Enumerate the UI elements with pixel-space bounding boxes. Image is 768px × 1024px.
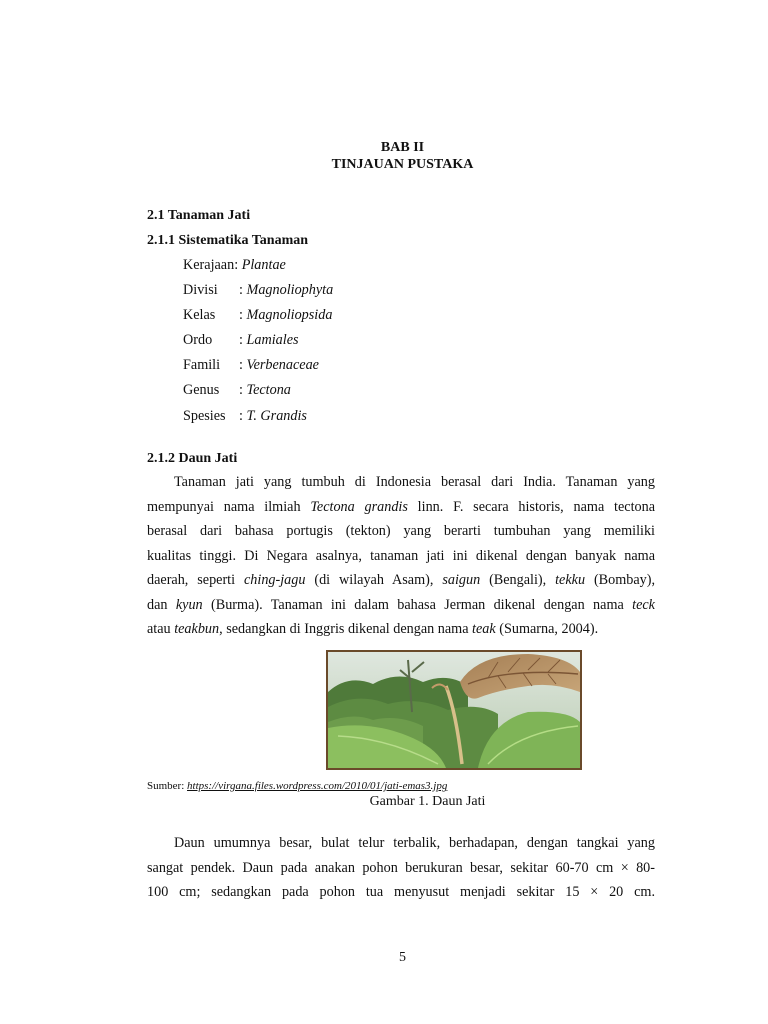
text-run: (Sumarna, 2004). — [495, 621, 599, 637]
taxonomy-label: Kerajaan — [183, 257, 235, 273]
figure-caption: Gambar 1. Daun Jati — [369, 794, 486, 809]
taxonomy-value: Lamiales — [246, 332, 299, 348]
paragraph-line — [147, 593, 655, 618]
text-run: kualitas tinggi. Di Negara asalnya, tanaman jati ini dikenal dengan banyak nama — [147, 547, 655, 564]
taxonomy-separator: : — [239, 282, 247, 298]
text-run: (Bengali), — [480, 572, 556, 588]
taxonomy-row-ordo — [183, 331, 299, 349]
taxonomy-row-kerajaan — [183, 256, 286, 274]
text-run-italic: teak — [472, 621, 496, 637]
paragraph-2 — [147, 831, 655, 905]
taxonomy-value: Plantae — [241, 257, 286, 273]
text-run: daerah, seperti — [147, 572, 244, 588]
paragraph-line — [147, 617, 655, 642]
paragraph-line — [147, 544, 655, 569]
taxonomy-label: Kelas — [183, 307, 216, 323]
taxonomy-separator: : — [239, 408, 247, 424]
text-run: dan — [147, 596, 176, 613]
paragraph-1 — [147, 470, 655, 642]
taxonomy-value: Verbenaceae — [246, 357, 319, 373]
taxonomy-label: Divisi — [183, 282, 218, 298]
text-run-italic: teck — [632, 596, 655, 613]
paragraph-line — [147, 519, 655, 544]
taxonomy-label: Genus — [183, 382, 220, 398]
text-run: linn. F. secara historis, nama tectona — [407, 498, 655, 515]
text-run: sangat pendek. Daun pada anakan pohon berukuran besar, sekitar 60-70 cm × 80- — [147, 859, 655, 876]
page-number: 5 — [399, 950, 406, 965]
text-run: (Burma). Tanaman ini dalam bahasa Jerman dikenal dengan nama — [202, 596, 633, 613]
section-heading-2-1: 2.1 Tanaman Jati — [147, 208, 251, 223]
teak-leaf-illustration — [328, 652, 580, 768]
text-run-italic: Tectona grandis — [310, 498, 408, 515]
taxonomy-value: Magnoliophyta — [246, 282, 334, 298]
paragraph-line — [147, 856, 655, 881]
paragraph-line — [147, 470, 655, 495]
text-run-italic: teakbun — [174, 621, 220, 637]
paragraph-line — [147, 880, 655, 905]
taxonomy-label: Famili — [183, 357, 221, 373]
section-heading-2-1-2: 2.1.2 Daun Jati — [147, 451, 238, 466]
text-run: (Bombay), — [585, 572, 656, 588]
text-run: Daun umumnya besar, bulat telur terbalik, berhadapan, dengan tangkai yang — [174, 835, 655, 851]
taxonomy-row-kelas — [183, 306, 332, 324]
paragraph-line — [147, 568, 655, 593]
taxonomy-value: Tectona — [246, 382, 291, 398]
text-run: mempunyai nama ilmiah — [147, 498, 311, 515]
taxonomy-row-famili — [183, 356, 319, 374]
source-link[interactable]: https://virgana.files.wordpress.com/2010/01/jati-emas3.jpg — [187, 780, 448, 792]
taxonomy-row-divisi — [183, 281, 333, 299]
taxonomy-separator: : — [239, 307, 247, 323]
text-run: , sedangkan di Inggris dikenal dengan nama — [219, 621, 473, 637]
chapter-number: BAB II — [380, 140, 425, 155]
text-run: 100 cm; sedangkan pada pohon tua menyusut menjadi sekitar 15 × 20 cm. — [147, 884, 655, 900]
paragraph-line — [147, 831, 655, 856]
text-run-italic: tekku — [555, 572, 586, 588]
taxonomy-value: T. Grandis — [246, 408, 307, 424]
source-label: Sumber: — [147, 780, 188, 792]
text-run-italic: saigun — [442, 572, 481, 588]
figure-teak-leaf-photo — [326, 650, 582, 770]
text-run-italic: ching-jagu — [243, 572, 306, 588]
text-run: Tanaman jati yang tumbuh di Indonesia berasal dari India. Tanaman yang — [174, 474, 655, 490]
section-heading-2-1-1: 2.1.1 Sistematika Tanaman — [147, 233, 309, 248]
text-run-italic: kyun — [175, 596, 203, 613]
taxonomy-separator: : — [239, 332, 247, 348]
taxonomy-label: Ordo — [183, 332, 213, 348]
text-run: (di wilayah Asam), — [305, 572, 443, 588]
taxonomy-value: Magnoliopsida — [246, 307, 333, 323]
taxonomy-row-spesies — [183, 407, 307, 425]
chapter-title: TINJAUAN PUSTAKA — [331, 157, 474, 172]
text-run: atau — [147, 621, 175, 637]
taxonomy-row-genus — [183, 381, 291, 399]
taxonomy-label: Spesies — [183, 408, 226, 424]
paragraph-line — [147, 495, 655, 520]
text-run: berasal dari bahasa portugis (tekton) yang berarti tumbuhan yang memiliki — [147, 523, 655, 539]
taxonomy-separator: : — [239, 382, 247, 398]
taxonomy-separator: : — [234, 257, 242, 273]
taxonomy-separator: : — [239, 357, 247, 373]
figure-source — [147, 779, 447, 793]
